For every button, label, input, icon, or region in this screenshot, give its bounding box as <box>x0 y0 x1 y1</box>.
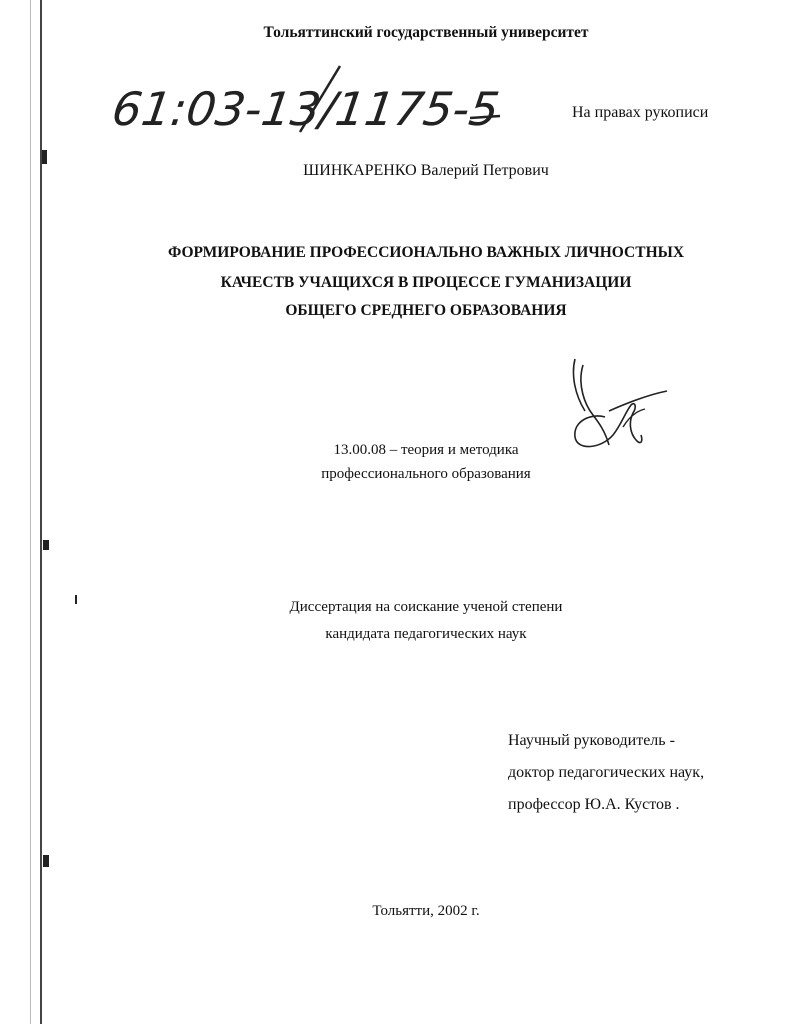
scan-artifact <box>43 855 49 867</box>
author-name: ШИНКАРЕНКО Валерий Петрович <box>303 162 549 179</box>
specialty-code: 13.00.08 – теория и методика <box>333 442 519 458</box>
dissertation-purpose: Диссертация на соискание ученой степени <box>289 599 563 615</box>
archive-number-text: 61:03-13/1175-5 <box>108 82 503 136</box>
handwritten-archive-number <box>0 0 792 160</box>
manuscript-rights-note: На правах рукописи <box>572 104 709 121</box>
advisor-name: профессор Ю.А. Кустов . <box>508 796 680 813</box>
dissertation-title-line-2: КАЧЕСТВ УЧАЩИХСЯ В ПРОЦЕССЕ ГУМАНИЗАЦИИ <box>220 274 632 291</box>
advisor-degree: доктор педагогических наук, <box>508 764 705 781</box>
specialty-name: профессионального образования <box>321 466 531 482</box>
dissertation-title-line-3: ОБЩЕГО СРЕДНЕГО ОБРАЗОВАНИЯ <box>285 302 567 319</box>
advisor-role: Научный руководитель - <box>508 732 675 749</box>
dissertation-title-line-1: ФОРМИРОВАНИЕ ПРОФЕССИОНАЛЬНО ВАЖНЫХ ЛИЧНОСТНЫХ <box>167 244 685 261</box>
scan-artifact <box>43 540 49 550</box>
place-and-year: Тольятти, 2002 г. <box>372 903 480 919</box>
university-name: Тольяттинский государственный университет <box>263 24 589 41</box>
degree-name: кандидата педагогических наук <box>325 626 527 642</box>
